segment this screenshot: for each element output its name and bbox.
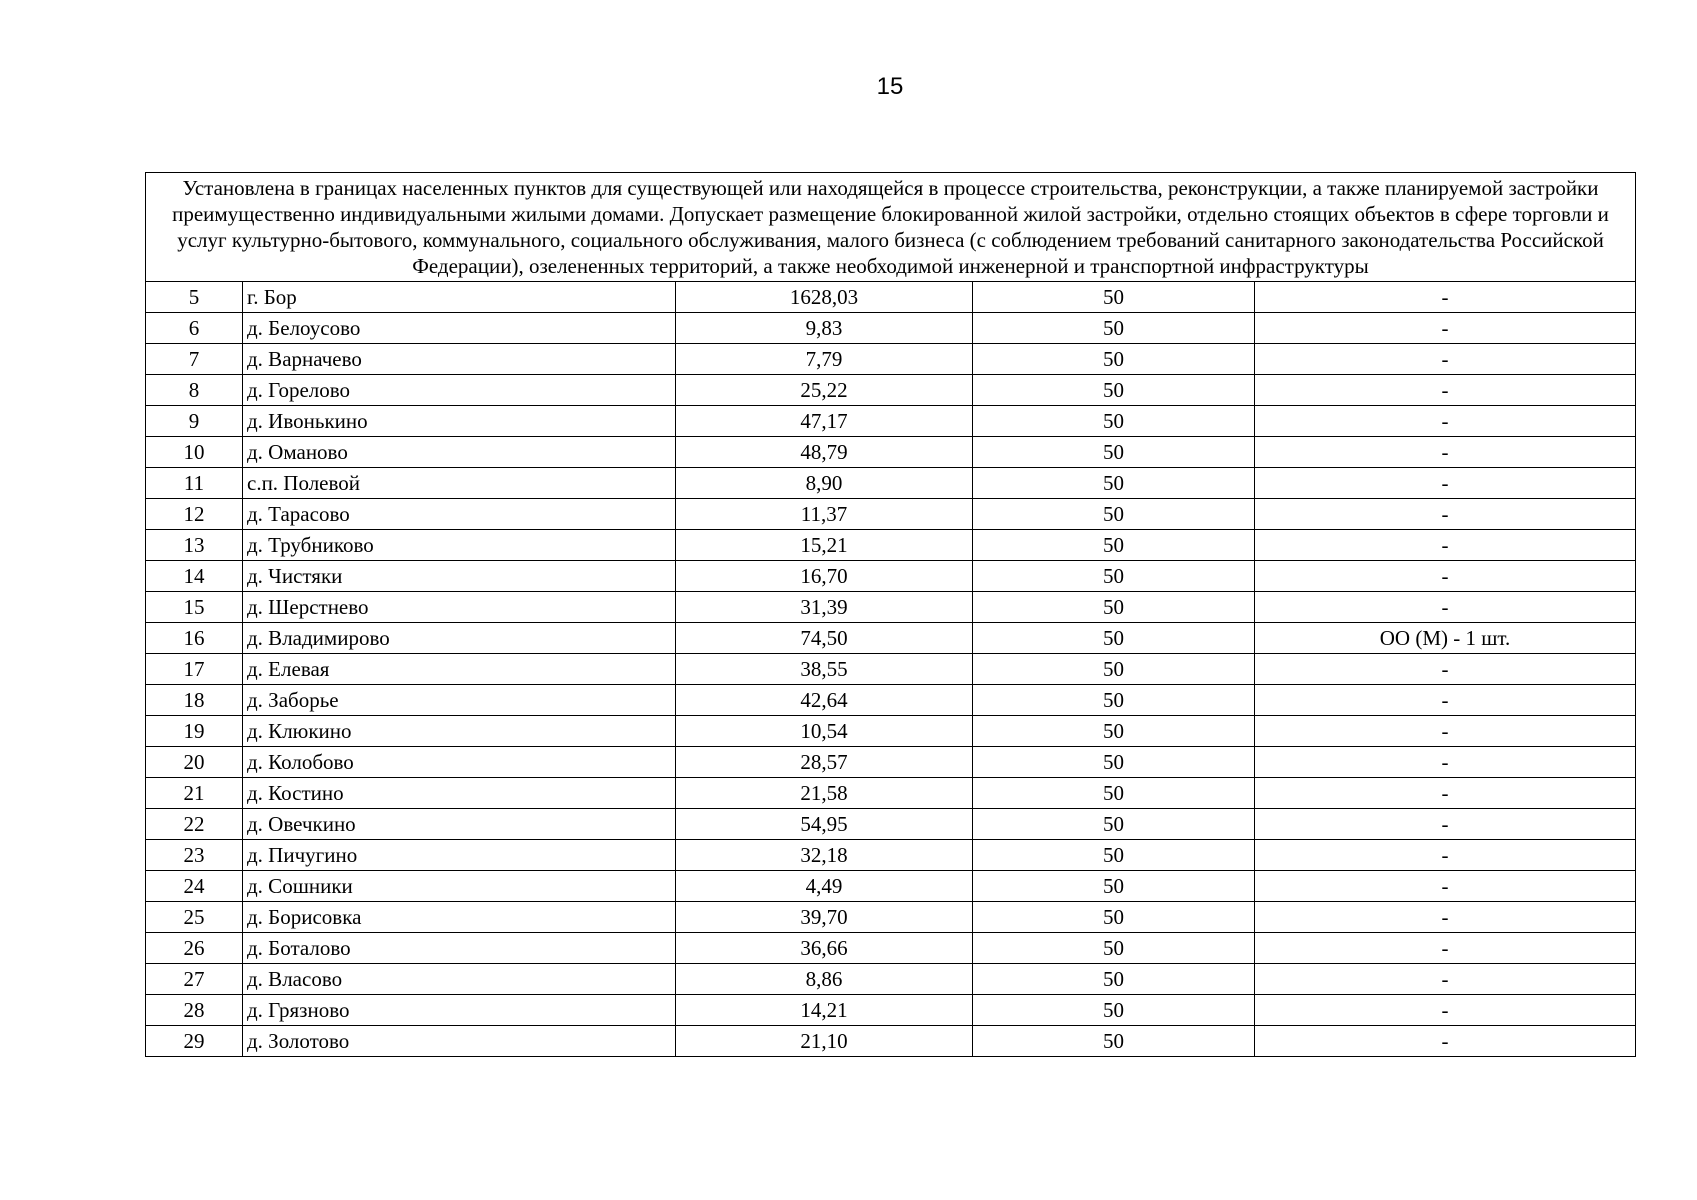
row-number-cell: 10 <box>146 437 243 468</box>
row-number-cell: 25 <box>146 902 243 933</box>
percent-cell: 50 <box>973 623 1255 654</box>
table-row <box>146 406 1636 437</box>
percent-cell: 50 <box>973 995 1255 1026</box>
settlement-name-cell: д. Ивонькино <box>243 406 676 437</box>
table-row <box>146 840 1636 871</box>
percent-cell: 50 <box>973 840 1255 871</box>
percent-cell: 50 <box>973 592 1255 623</box>
table-row <box>146 995 1636 1026</box>
objects-cell: - <box>1255 313 1636 344</box>
table-row <box>146 344 1636 375</box>
objects-cell: - <box>1255 933 1636 964</box>
row-number-cell: 11 <box>146 468 243 499</box>
table-header-row <box>146 173 1636 282</box>
objects-cell: - <box>1255 1026 1636 1057</box>
settlement-name-cell: д. Пичугино <box>243 840 676 871</box>
area-cell: 8,86 <box>676 964 973 995</box>
table-row <box>146 499 1636 530</box>
settlement-name-cell: д. Клюкино <box>243 716 676 747</box>
row-number-cell: 16 <box>146 623 243 654</box>
row-number-cell: 17 <box>146 654 243 685</box>
settlements-table <box>145 172 1636 1057</box>
objects-cell: - <box>1255 344 1636 375</box>
settlement-name-cell: д. Варначево <box>243 344 676 375</box>
row-number-cell: 8 <box>146 375 243 406</box>
percent-cell: 50 <box>973 964 1255 995</box>
row-number-cell: 26 <box>146 933 243 964</box>
table-row <box>146 747 1636 778</box>
area-cell: 4,49 <box>676 871 973 902</box>
area-cell: 39,70 <box>676 902 973 933</box>
settlement-name-cell: д. Оманово <box>243 437 676 468</box>
table-row <box>146 375 1636 406</box>
area-cell: 21,58 <box>676 778 973 809</box>
table-row <box>146 561 1636 592</box>
settlement-name-cell: д. Сошники <box>243 871 676 902</box>
settlement-name-cell: д. Чистяки <box>243 561 676 592</box>
row-number-cell: 12 <box>146 499 243 530</box>
objects-cell: - <box>1255 654 1636 685</box>
objects-cell: - <box>1255 871 1636 902</box>
percent-cell: 50 <box>973 716 1255 747</box>
percent-cell: 50 <box>973 778 1255 809</box>
settlement-name-cell: д. Шерстнево <box>243 592 676 623</box>
settlement-name-cell: д. Заборье <box>243 685 676 716</box>
percent-cell: 50 <box>973 902 1255 933</box>
percent-cell: 50 <box>973 282 1255 313</box>
percent-cell: 50 <box>973 654 1255 685</box>
area-cell: 74,50 <box>676 623 973 654</box>
area-cell: 54,95 <box>676 809 973 840</box>
settlement-name-cell: д. Горелово <box>243 375 676 406</box>
area-cell: 25,22 <box>676 375 973 406</box>
settlement-name-cell: д. Владимирово <box>243 623 676 654</box>
objects-cell: - <box>1255 437 1636 468</box>
percent-cell: 50 <box>973 344 1255 375</box>
area-cell: 9,83 <box>676 313 973 344</box>
area-cell: 7,79 <box>676 344 973 375</box>
row-number-cell: 7 <box>146 344 243 375</box>
objects-cell: - <box>1255 840 1636 871</box>
row-number-cell: 5 <box>146 282 243 313</box>
row-number-cell: 18 <box>146 685 243 716</box>
table-row <box>146 1026 1636 1057</box>
percent-cell: 50 <box>973 530 1255 561</box>
settlement-name-cell: д. Власово <box>243 964 676 995</box>
table-row <box>146 778 1636 809</box>
objects-cell: - <box>1255 499 1636 530</box>
percent-cell: 50 <box>973 499 1255 530</box>
table-row <box>146 530 1636 561</box>
row-number-cell: 19 <box>146 716 243 747</box>
settlement-name-cell: г. Бор <box>243 282 676 313</box>
settlement-name-cell: д. Борисовка <box>243 902 676 933</box>
row-number-cell: 27 <box>146 964 243 995</box>
settlement-name-cell: д. Трубниково <box>243 530 676 561</box>
settlement-name-cell: д. Белоусово <box>243 313 676 344</box>
area-cell: 32,18 <box>676 840 973 871</box>
row-number-cell: 13 <box>146 530 243 561</box>
table-row <box>146 313 1636 344</box>
row-number-cell: 29 <box>146 1026 243 1057</box>
row-number-cell: 6 <box>146 313 243 344</box>
objects-cell: - <box>1255 902 1636 933</box>
percent-cell: 50 <box>973 313 1255 344</box>
table-row <box>146 623 1636 654</box>
table-row <box>146 964 1636 995</box>
settlement-name-cell: д. Грязново <box>243 995 676 1026</box>
percent-cell: 50 <box>973 1026 1255 1057</box>
area-cell: 16,70 <box>676 561 973 592</box>
objects-cell: - <box>1255 747 1636 778</box>
area-cell: 21,10 <box>676 1026 973 1057</box>
table-row <box>146 468 1636 499</box>
row-number-cell: 22 <box>146 809 243 840</box>
percent-cell: 50 <box>973 375 1255 406</box>
area-cell: 8,90 <box>676 468 973 499</box>
percent-cell: 50 <box>973 685 1255 716</box>
settlement-name-cell: д. Тарасово <box>243 499 676 530</box>
area-cell: 38,55 <box>676 654 973 685</box>
row-number-cell: 21 <box>146 778 243 809</box>
objects-cell: - <box>1255 592 1636 623</box>
objects-cell: - <box>1255 809 1636 840</box>
objects-cell: - <box>1255 685 1636 716</box>
page-number: 15 <box>876 73 904 100</box>
area-cell: 11,37 <box>676 499 973 530</box>
table-row <box>146 437 1636 468</box>
area-cell: 31,39 <box>676 592 973 623</box>
objects-cell: - <box>1255 716 1636 747</box>
settlement-name-cell: д. Боталово <box>243 933 676 964</box>
table-row <box>146 809 1636 840</box>
zone-description: Установлена в границах населенных пунктов для существующей или находящейся в процессе строительства, реконструкции, а также планируемой застройки преимущественно индивидуальными жилыми домами. Допускает размещение блокированной жилой застройки, отдельно стоящих объектов в сфере торговли и услуг культурно-бытового, коммунального, социального обслуживания, малого бизнеса (с соблюдением требований санитарного законодательства Российской Федерации), озелененных территорий, а также необходимой инженерной и транспортной инфраструктуры <box>146 173 1636 282</box>
objects-cell: - <box>1255 530 1636 561</box>
area-cell: 47,17 <box>676 406 973 437</box>
table-row <box>146 654 1636 685</box>
row-number-cell: 28 <box>146 995 243 1026</box>
settlement-name-cell: с.п. Полевой <box>243 468 676 499</box>
area-cell: 15,21 <box>676 530 973 561</box>
area-cell: 10,54 <box>676 716 973 747</box>
settlement-name-cell: д. Елевая <box>243 654 676 685</box>
table-row <box>146 871 1636 902</box>
row-number-cell: 24 <box>146 871 243 902</box>
row-number-cell: 20 <box>146 747 243 778</box>
area-cell: 36,66 <box>676 933 973 964</box>
table-row <box>146 716 1636 747</box>
table-row <box>146 592 1636 623</box>
percent-cell: 50 <box>973 468 1255 499</box>
objects-cell: - <box>1255 282 1636 313</box>
settlement-name-cell: д. Золотово <box>243 1026 676 1057</box>
table-row <box>146 902 1636 933</box>
row-number-cell: 14 <box>146 561 243 592</box>
percent-cell: 50 <box>973 747 1255 778</box>
percent-cell: 50 <box>973 561 1255 592</box>
objects-cell: ОО (М) - 1 шт. <box>1255 623 1636 654</box>
objects-cell: - <box>1255 964 1636 995</box>
row-number-cell: 15 <box>146 592 243 623</box>
objects-cell: - <box>1255 406 1636 437</box>
settlement-name-cell: д. Колобово <box>243 747 676 778</box>
table-row <box>146 282 1636 313</box>
objects-cell: - <box>1255 375 1636 406</box>
area-cell: 28,57 <box>676 747 973 778</box>
objects-cell: - <box>1255 995 1636 1026</box>
objects-cell: - <box>1255 468 1636 499</box>
percent-cell: 50 <box>973 809 1255 840</box>
table-row <box>146 933 1636 964</box>
objects-cell: - <box>1255 778 1636 809</box>
area-cell: 14,21 <box>676 995 973 1026</box>
area-cell: 1628,03 <box>676 282 973 313</box>
percent-cell: 50 <box>973 406 1255 437</box>
area-cell: 48,79 <box>676 437 973 468</box>
objects-cell: - <box>1255 561 1636 592</box>
percent-cell: 50 <box>973 437 1255 468</box>
table-row <box>146 685 1636 716</box>
row-number-cell: 23 <box>146 840 243 871</box>
row-number-cell: 9 <box>146 406 243 437</box>
settlement-name-cell: д. Овечкино <box>243 809 676 840</box>
area-cell: 42,64 <box>676 685 973 716</box>
settlement-name-cell: д. Костино <box>243 778 676 809</box>
percent-cell: 50 <box>973 933 1255 964</box>
percent-cell: 50 <box>973 871 1255 902</box>
